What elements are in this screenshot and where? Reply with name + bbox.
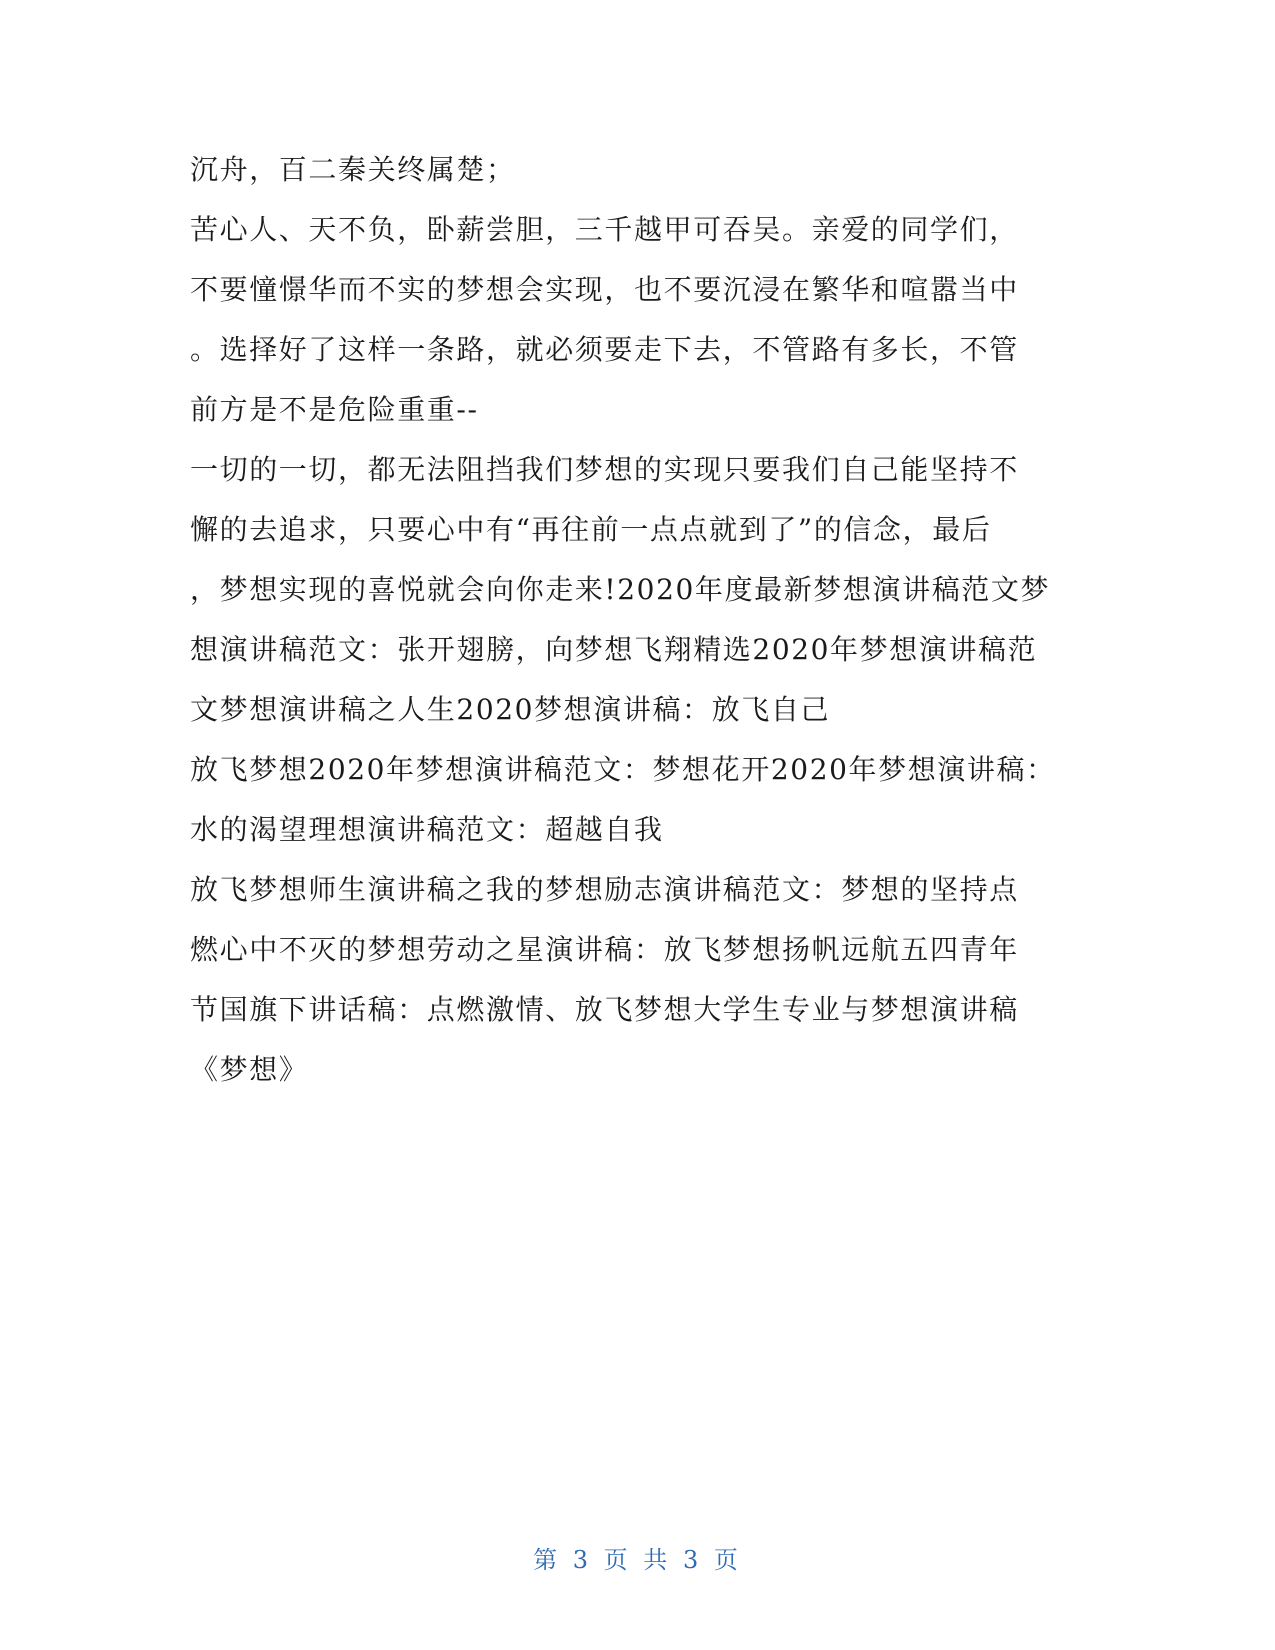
text-line: 燃心中不灭的梦想劳动之星演讲稿：放飞梦想扬帆远航五四青年 <box>190 933 1019 966</box>
text-line: 懈的去追求，只要心中有“再往前一点点就到了”的信念，最后 <box>190 513 992 546</box>
text-line: 苦心人、天不负，卧薪尝胆，三千越甲可吞吴。亲爱的同学们， <box>190 213 1019 246</box>
text-line: 文梦想演讲稿之人生2020梦想演讲稿：放飞自己 <box>190 693 831 726</box>
text-line: 沉舟，百二秦关终属楚； <box>190 153 516 186</box>
text-line: 不要憧憬华而不实的梦想会实现，也不要沉浸在繁华和喧嚣当中 <box>190 273 1019 306</box>
text-line: ，梦想实现的喜悦就会向你走来!2020年度最新梦想演讲稿范文梦 <box>190 573 1051 606</box>
document-body <box>190 140 1090 1100</box>
text-line: 放飞梦想2020年梦想演讲稿范文：梦想花开2020年梦想演讲稿： <box>190 753 1056 786</box>
text-line: 水的渴望理想演讲稿范文：超越自我 <box>190 813 664 846</box>
text-line: 节国旗下讲话稿：点燃激情、放飞梦想大学生专业与梦想演讲稿 <box>190 993 1019 1026</box>
text-line: 放飞梦想师生演讲稿之我的梦想励志演讲稿范文：梦想的坚持点 <box>190 873 1019 906</box>
page-number-footer: 第 3 页 共 3 页 <box>533 1546 742 1574</box>
text-line: 前方是不是危险重重-- <box>190 393 479 426</box>
text-line: 《梦想》 <box>190 1053 309 1086</box>
text-line: 。选择好了这样一条路，就必须要走下去，不管路有多长，不管 <box>190 333 1019 366</box>
text-line: 一切的一切，都无法阻挡我们梦想的实现只要我们自己能坚持不 <box>190 453 1019 486</box>
text-line: 想演讲稿范文：张开翅膀，向梦想飞翔精选2020年梦想演讲稿范 <box>190 633 1038 666</box>
